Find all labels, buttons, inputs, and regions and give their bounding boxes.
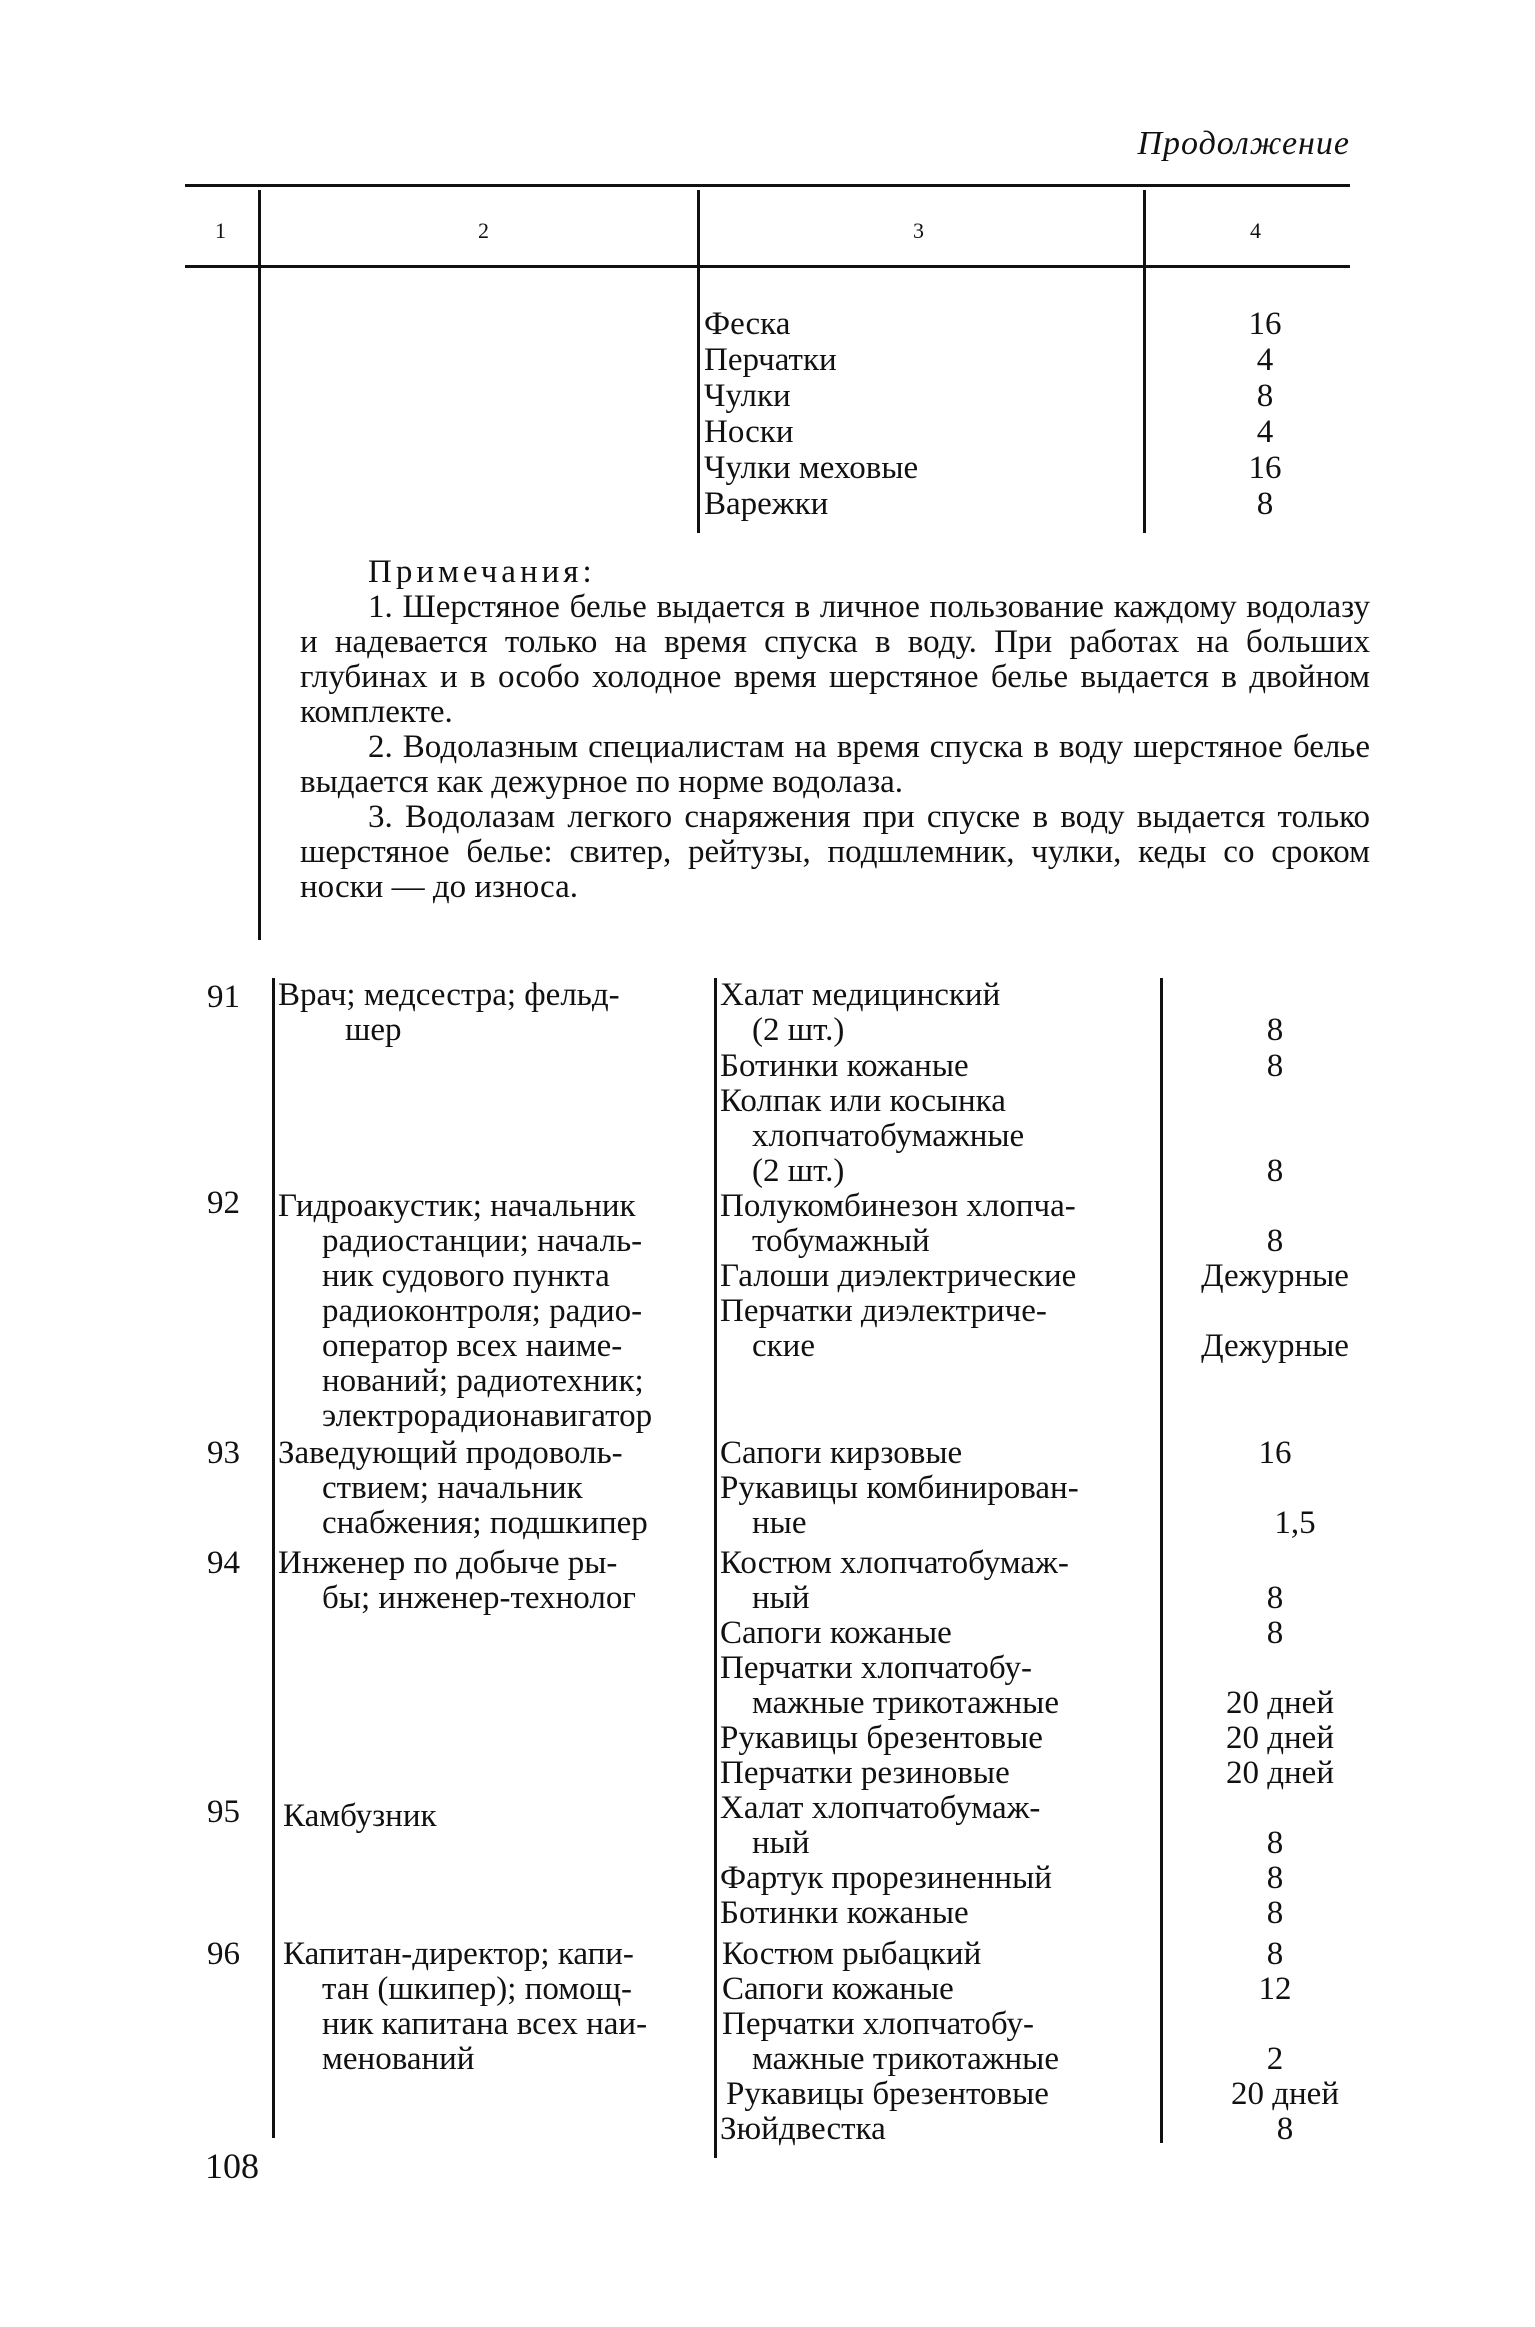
term-value: 8 — [1266, 1936, 1284, 1972]
item-line: тобумажный — [752, 1223, 930, 1259]
position-line: ник судового пункта — [322, 1258, 610, 1294]
page-number: 108 — [205, 2146, 259, 2186]
position-line: снабжения; подшкипер — [322, 1505, 648, 1541]
position-line: радиостанции; началь- — [322, 1223, 643, 1259]
term-value: 8 — [1266, 1048, 1284, 1084]
position-line: шер — [345, 1012, 402, 1048]
top-item-term: 16 — [1248, 306, 1282, 342]
position-line: радиоконтроля; радио- — [322, 1293, 643, 1329]
item-line: Перчатки хлопчатобу- — [722, 2006, 1034, 2042]
term-value: 8 — [1266, 1223, 1284, 1259]
item-line: ный — [752, 1580, 810, 1616]
item-line: Рукавицы брезентовые — [726, 2076, 1049, 2112]
item-line: Сапоги кирзовые — [720, 1435, 963, 1471]
note-item: 2. Водолазным специалистам на время спуска в воду шерстяное белье выдается как дежурное по норме водолаза. — [300, 729, 1370, 800]
item-line: Перчатки хлопчатобу- — [720, 1650, 1032, 1686]
position-line: ствием; начальник — [322, 1470, 583, 1506]
top-item-name: Варежки — [704, 486, 829, 522]
notes-title: Примечания: — [368, 554, 596, 590]
position-line: оператор всех наиме- — [322, 1328, 623, 1364]
term-value: 20 дней — [1225, 1720, 1334, 1756]
item-line: (2 шт.) — [752, 1012, 845, 1048]
col3-divider-upper — [1143, 268, 1146, 533]
term-value: 12 — [1258, 1971, 1292, 2007]
row-number: 92 — [207, 1185, 240, 1221]
term-value: 1,5 — [1274, 1505, 1316, 1541]
term-value: 20 дней — [1225, 1755, 1334, 1791]
note-item: 1. Шерстяное белье выдается в личное пользование каждому водолазу и надевается только на время спуска в воду. При работах на больших глубинах и в особо холодное время шерстяное белье выдается в двойном комплекте. — [300, 589, 1370, 730]
position-line: Врач; медсестра; фельд- — [278, 977, 620, 1013]
position-line: ник капитана всех наи- — [322, 2006, 648, 2042]
col2-divider-upper — [697, 268, 700, 533]
term-value: 20 дней — [1225, 1685, 1334, 1721]
item-line: Галоши диэлектрические — [720, 1258, 1077, 1294]
header-divider-3 — [1143, 190, 1146, 268]
header-col-2: 2 — [478, 218, 489, 243]
header-divider-2 — [697, 190, 700, 268]
term-value: 16 — [1258, 1435, 1292, 1471]
col2-divider-lower — [714, 978, 717, 2158]
note-item: 3. Водолазам легкого снаряжения при спуске в воду выдается только шерстяное белье: свитер, рейтузы, подшлемник, чулки, кеды со сроком носки — до износа. — [300, 799, 1370, 905]
item-line: мажные трикотажные — [752, 1685, 1059, 1721]
header-bottom-rule — [185, 265, 1350, 268]
table-top-rule — [185, 184, 1350, 187]
item-line: Костюм рыбацкий — [722, 1936, 982, 1972]
row-number: 91 — [207, 979, 240, 1015]
item-line: ные — [752, 1505, 807, 1541]
term-value: 8 — [1266, 1153, 1284, 1189]
top-item-name: Чулки меховые — [704, 450, 919, 486]
term-value: 8 — [1266, 1580, 1284, 1616]
row-number: 93 — [207, 1435, 240, 1471]
item-line: Ботинки кожаные — [720, 1048, 969, 1084]
item-line: Костюм хлопчатобумаж- — [720, 1545, 1069, 1581]
term-value: 8 — [1266, 1615, 1284, 1651]
header-col-3: 3 — [913, 218, 924, 243]
term-value: 8 — [1276, 2111, 1294, 2147]
position-line: Камбузник — [283, 1798, 437, 1834]
item-line: Рукавицы комбинирован- — [720, 1470, 1079, 1506]
position-line: менований — [322, 2041, 475, 2077]
item-line: Колпак или косынка — [720, 1083, 1006, 1119]
position-line: Инженер по добыче ры- — [278, 1545, 618, 1581]
term-value: Дежурные — [1201, 1258, 1349, 1294]
term-value: 2 — [1266, 2041, 1284, 2077]
position-line: Гидроакустик; начальник — [278, 1188, 636, 1224]
item-line: ный — [752, 1825, 810, 1861]
position-line: Капитан-директор; капи- — [283, 1936, 634, 1972]
row-number: 96 — [207, 1936, 240, 1972]
item-line: Халат медицинский — [720, 977, 1001, 1013]
term-value: 8 — [1266, 1895, 1284, 1931]
top-item-name: Феска — [704, 306, 791, 342]
col1-divider-upper — [258, 268, 261, 940]
col1-divider-lower — [272, 978, 275, 2138]
row-number: 94 — [207, 1545, 240, 1581]
item-line: хлопчатобумажные — [752, 1118, 1025, 1154]
term-value: Дежурные — [1201, 1328, 1349, 1364]
header-divider-1 — [258, 190, 261, 268]
top-item-term: 16 — [1248, 450, 1282, 486]
item-line: Рукавицы брезентовые — [720, 1720, 1043, 1756]
top-item-term: 4 — [1256, 414, 1274, 450]
item-line: Фартук прорезиненный — [720, 1860, 1052, 1896]
item-line: Сапоги кожаные — [720, 1615, 952, 1651]
item-line: мажные трикотажные — [752, 2041, 1059, 2077]
notes-block — [300, 555, 1370, 905]
top-item-term: 8 — [1256, 486, 1274, 522]
top-item-name: Перчатки — [704, 342, 837, 378]
top-item-name: Чулки — [704, 378, 791, 414]
term-value: 8 — [1266, 1860, 1284, 1896]
header-col-1: 1 — [215, 218, 226, 243]
position-line: бы; инженер-технолог — [322, 1580, 636, 1616]
position-line: нований; радиотехник; — [322, 1363, 644, 1399]
item-line: Перчатки диэлектриче- — [720, 1293, 1047, 1329]
item-line: Перчатки резиновые — [720, 1755, 1010, 1791]
term-value: 8 — [1266, 1825, 1284, 1861]
position-line: электрорадионавигатор — [322, 1398, 653, 1434]
top-item-term: 8 — [1256, 378, 1274, 414]
row-number: 95 — [207, 1794, 240, 1830]
term-value: 8 — [1266, 1012, 1284, 1048]
col3-divider-lower — [1160, 978, 1163, 2143]
position-line: Заведующий продоволь- — [278, 1435, 623, 1471]
header-col-4: 4 — [1250, 218, 1261, 243]
item-line: Сапоги кожаные — [722, 1971, 954, 2007]
item-line: ские — [752, 1328, 815, 1364]
position-line: тан (шкипер); помощ- — [322, 1971, 633, 2007]
top-item-name: Носки — [704, 414, 794, 450]
continuation-label: Продолжение — [1137, 125, 1350, 162]
item-line: Ботинки кожаные — [720, 1895, 969, 1931]
item-line: Халат хлопчатобумаж- — [720, 1790, 1041, 1826]
item-line: (2 шт.) — [752, 1153, 845, 1189]
item-line: Полукомбинезон хлопча- — [720, 1188, 1076, 1224]
term-value: 20 дней — [1230, 2076, 1339, 2112]
top-item-term: 4 — [1256, 342, 1274, 378]
item-line: Зюйдвестка — [720, 2111, 886, 2147]
